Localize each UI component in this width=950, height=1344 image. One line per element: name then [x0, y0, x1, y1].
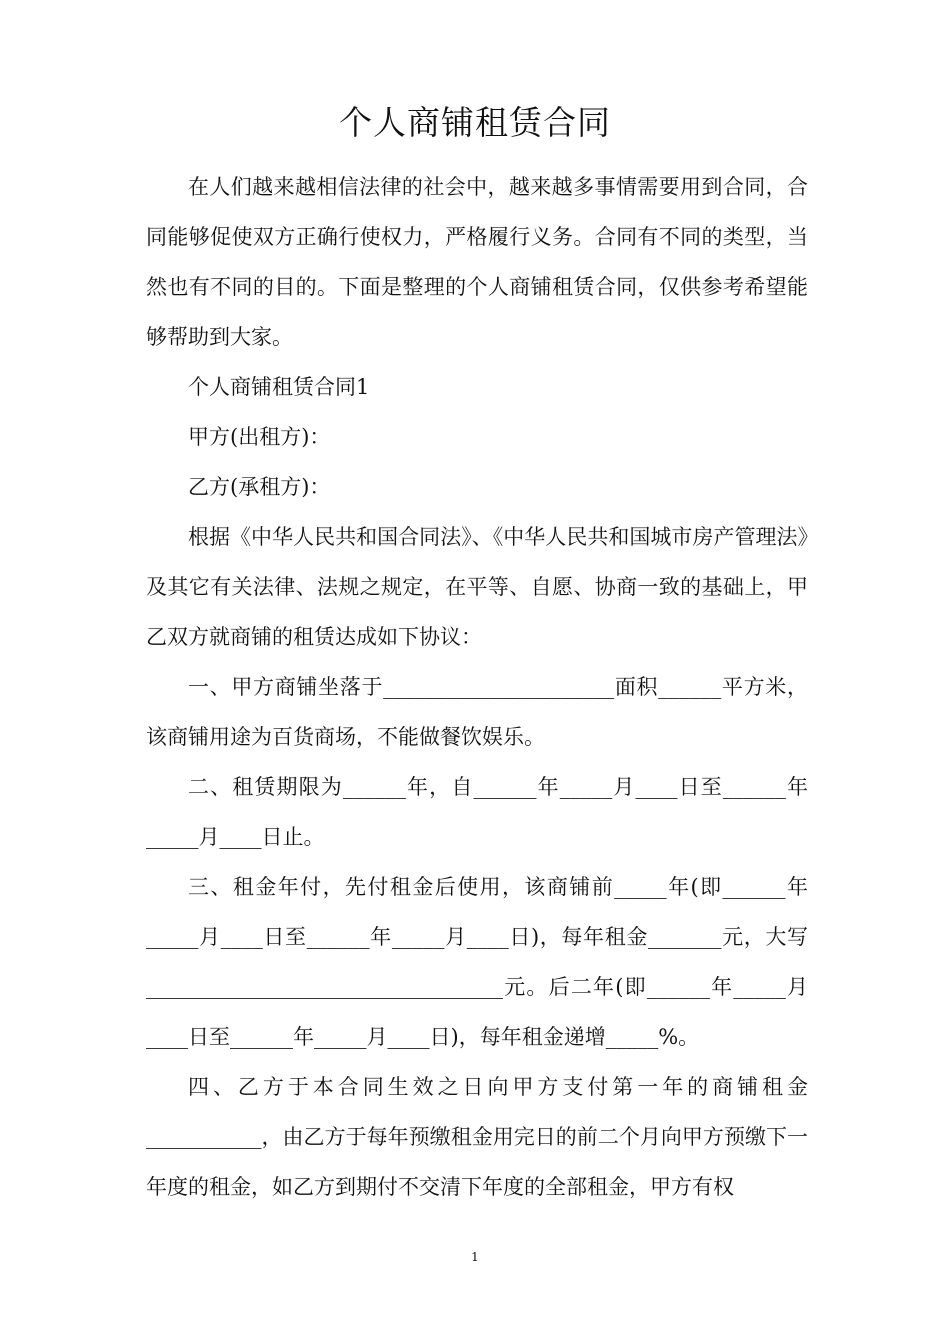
contract-heading: 个人商铺租赁合同1 — [188, 375, 370, 399]
clause-1: 一、甲方商铺坐落于______________________面积______平方米，该商铺用途为百货商场，不能做餐饮娱乐。 — [146, 675, 808, 749]
clause-3: 三、租金年付，先付租金后使用，该商铺前_____年(即______年_____月____日至______年_____月____日)，每年租金_______元，大写__________________________________元。后二年(即______年_____月____日至______年_____月____日)，每年租金递增_____%。 — [146, 875, 808, 1049]
document-body — [146, 162, 808, 1212]
legal-basis-paragraph: 根据《中华人民共和国合同法》、《中华人民共和国城市房产管理法》及其它有关法律、法规之规定，在平等、自愿、协商一致的基础上，甲乙双方就商铺的租赁达成如下协议： — [146, 525, 808, 649]
clause-2: 二、租赁期限为______年，自______年_____月____日至______年_____月____日止。 — [146, 775, 808, 849]
party-a-line: 甲方(出租方)： — [188, 425, 331, 449]
page-number: 1 — [471, 1250, 479, 1264]
clause-4: 四、乙方于本合同生效之日向甲方支付第一年的商铺租金___________，由乙方于每年预缴租金用完日的前二个月向甲方预缴下一年度的租金，如乙方到期付不交清下年度的全部租金，甲方有权 — [146, 1075, 808, 1199]
party-b-line: 乙方(承租方)： — [188, 475, 331, 499]
document-title: 个人商铺租赁合同 — [339, 103, 611, 142]
intro-paragraph: 在人们越来越相信法律的社会中，越来越多事情需要用到合同，合同能够促使双方正确行使权力，严格履行义务。合同有不同的类型，当然也有不同的目的。下面是整理的个人商铺租赁合同，仅供参考希望能够帮助到大家。 — [146, 175, 808, 349]
